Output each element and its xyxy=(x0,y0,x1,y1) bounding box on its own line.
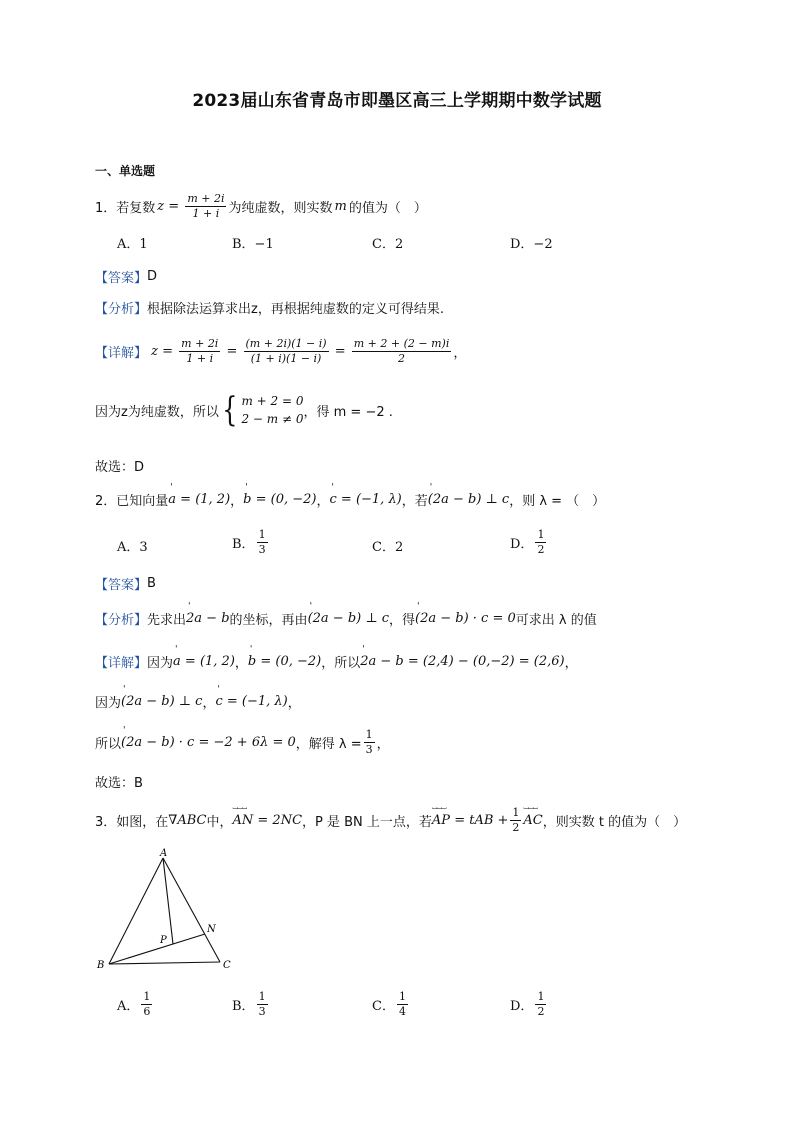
q1-z-fraction: $\frac{m + 2i}{1 + i}$ xyxy=(187,192,225,220)
q1-answer-value: D xyxy=(147,269,158,284)
q3-option-c[interactable]: C． $\frac{1}{4}$ xyxy=(372,990,406,1018)
analysis-label: 【分析】 xyxy=(95,302,148,317)
q1-choose: 故选：D xyxy=(95,460,145,475)
edge-bc xyxy=(109,962,220,964)
segment-bn xyxy=(109,934,205,964)
q1-detail: 【详解】 z = $\frac{m + 2i}{1 + i}$ = $\frac{(m + 2i)(1 - i)}{(1 + i)(1 - i)}$ = $\frac{m + 2 + (2 - m)i}{2}$ ， xyxy=(95,337,467,365)
q2-answer-value: B xyxy=(147,576,156,591)
q1-stem-end: 的值为（ ） xyxy=(348,201,427,216)
q1-detail-fraction-1: $\frac{(m + 2i)(1 - i)}{(1 + i)(1 - i)}$ xyxy=(245,337,327,365)
q2-detail-2: 因为 ' (2a − b) ⊥ c ， ' c = (−1, λ) ， xyxy=(95,692,301,711)
q1-cond-pre: 因为z为纯虚数，所以 xyxy=(95,404,219,420)
edge-ac xyxy=(163,858,220,962)
label-b: B xyxy=(97,960,105,971)
segment-ap xyxy=(163,858,173,944)
section-heading: 一、单选题 xyxy=(95,164,156,178)
q2-answer: 【答案】 B xyxy=(95,576,156,593)
detail-label: 【详解】 xyxy=(95,346,148,361)
q2-stem: 2．已知向量 ' a = (1, 2) ， ' b = (0, −2) ， ' c = (−1, λ) ，若 ' (2a − b) ⊥ c ，则 λ = （ ） xyxy=(95,490,605,509)
q3-triangle-figure xyxy=(90,848,250,978)
q2-option-b[interactable]: B． $\frac{1}{3}$ xyxy=(232,528,266,556)
q1-stem-pre: 1．若复数 xyxy=(95,201,156,216)
q1-detail-fraction-2: $\frac{m + 2 + (2 - m)i}{2}$ xyxy=(353,337,450,365)
q2-choose: 故选：B xyxy=(95,776,143,791)
q1-analysis xyxy=(95,298,444,317)
q2-detail-3: 所以 ' (2a − b) · c = −2 + 6λ = 0 ，解得 λ = $\frac{1}{3}$ ， xyxy=(95,728,390,757)
q3-option-a[interactable]: A． $\frac{1}{6}$ xyxy=(117,990,151,1018)
q1-answer xyxy=(95,267,157,286)
q1-stem-post: 为纯虚数，则实数 xyxy=(228,201,333,216)
label-a: A xyxy=(160,848,168,859)
q1-cond-post: ，得 m = −2 . xyxy=(303,404,393,420)
q1-option-a[interactable]: A．1 xyxy=(117,237,148,252)
label-c: C xyxy=(223,960,231,971)
q2-option-a[interactable]: A．3 xyxy=(117,540,148,555)
q2-option-d[interactable]: D． $\frac{1}{2}$ xyxy=(510,528,545,556)
q3-option-d[interactable]: D． $\frac{1}{2}$ xyxy=(510,990,545,1018)
q2-analysis: 【分析】 先求出 ' 2a − b 的坐标，再由 ' (2a − b) ⊥ c ，得 ' (2a − b) · c = 0 可求出 λ 的值 xyxy=(95,609,597,628)
label-p: P xyxy=(160,935,167,946)
q3-option-b[interactable]: B． $\frac{1}{3}$ xyxy=(232,990,266,1018)
edge-ab xyxy=(109,858,163,964)
q1-option-c[interactable]: C．2 xyxy=(372,237,404,252)
page-title: 2023届山东省青岛市即墨区高三上学期期中数学试题 xyxy=(192,91,602,111)
answer-label: 【答案】 xyxy=(95,271,148,286)
q2-option-c[interactable]: C．2 xyxy=(372,540,404,555)
q1-option-b[interactable]: B．−1 xyxy=(232,237,274,252)
q1-option-d[interactable]: D．−2 xyxy=(510,237,553,252)
q2-detail-1: 【详解】 因为 ' a = (1, 2) ， ' b = (0, −2) ，所以 ' 2a − b = (2,4) − (0,−2) = (2,6) ， xyxy=(95,652,578,671)
q1-condition: 因为z为纯虚数，所以 { m + 2 = 0 2 − m ≠ 0 ，得 m = −2 . xyxy=(95,390,393,430)
q1-condition-system: m + 2 = 0 2 − m ≠ 0 xyxy=(241,394,304,426)
q1-stem: 1．若复数 z = $\frac{m + 2i}{1 + i}$ 为纯虚数，则实数 m 的值为（ ） xyxy=(95,192,427,220)
label-n: N xyxy=(207,924,216,935)
q3-stem: 3．如图，在 ∇ABC 中， ⌴⌴⌴ AN = 2NC ，P 是 BN 上一点，若 ⌴⌴⌴ AP = tAB + $\frac{1}{2}$ ⌴⌴⌴ AC ，则实数 t 的值为（ ） xyxy=(95,806,686,835)
q1-analysis-text: 根据除法运算求出z，再根据纯虚数的定义可得结果. xyxy=(147,302,444,317)
